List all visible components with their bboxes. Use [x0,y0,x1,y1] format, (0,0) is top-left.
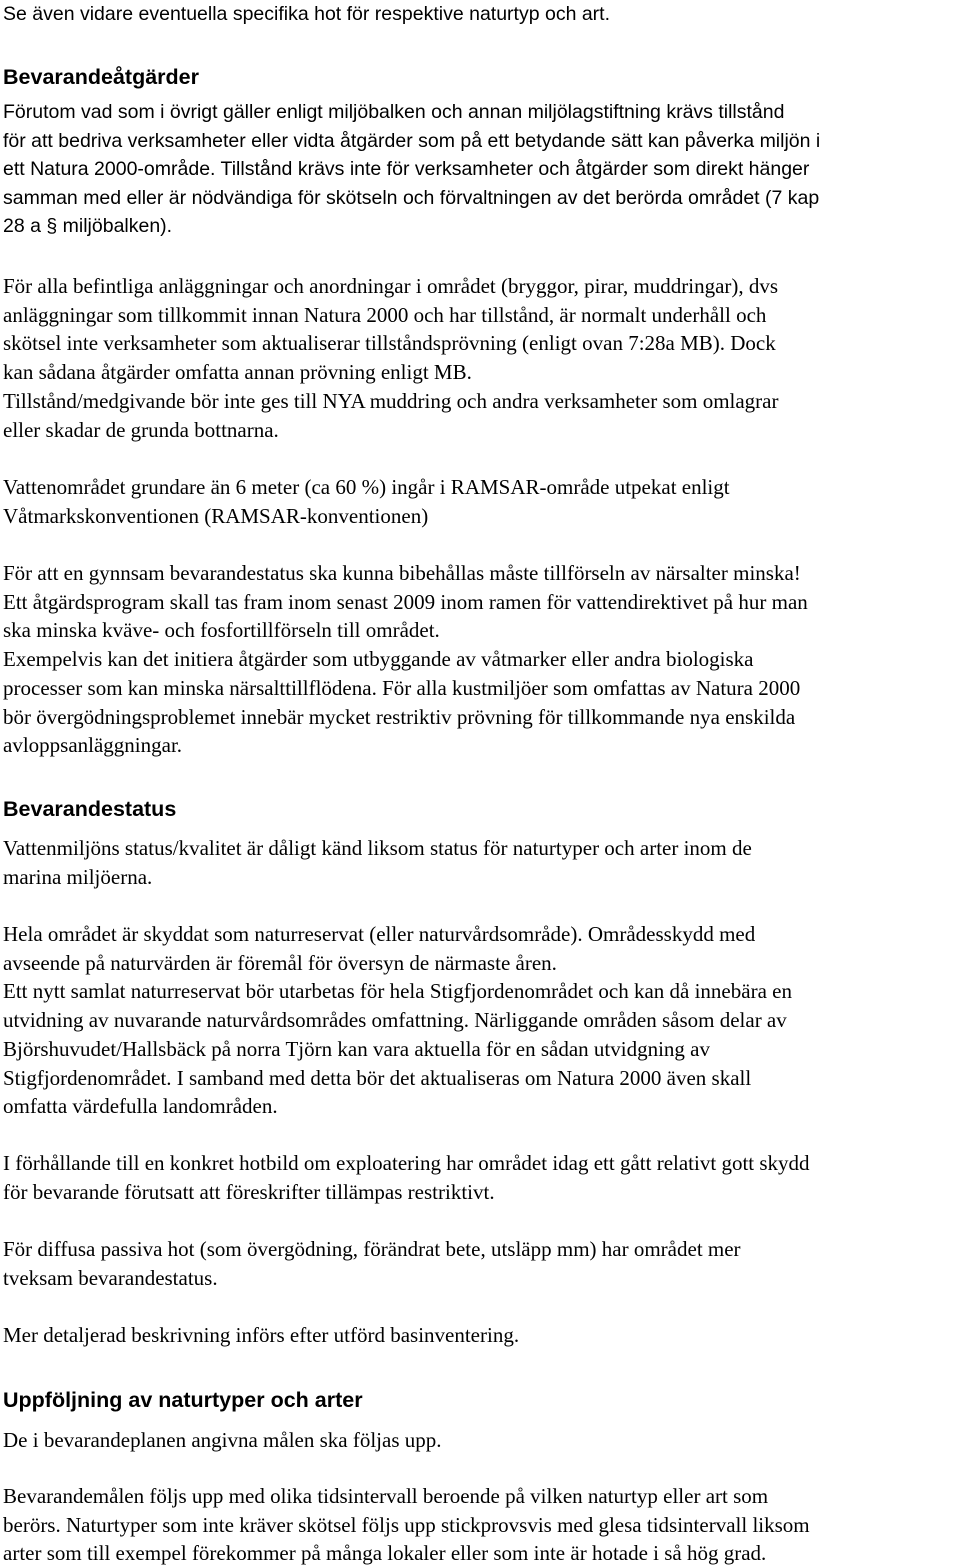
text-line: för att bedriva verksamheter eller vidta åtgärder som på ett betydande sätt kan påverka miljön i [3,129,821,152]
section-heading-bevarandestatus: Bevarandestatus [3,797,177,821]
text-line: För diffusa passiva hot (som övergödning, förändrat bete, utsläpp mm) har området mer [3,1237,741,1261]
text-line: Björshuvudet/Hallsbäck på norra Tjörn kan vara aktuella för en sådan utvidgning av [3,1036,710,1061]
text-line: samman med eller är nödvändiga för skötseln och förvaltningen av det berörda området (7 kap [3,186,820,209]
text-line: Bevarandemålen följs upp med olika tidsintervall beroende på vilken naturtyp eller art som [3,1484,769,1508]
paragraph-malen [3,1426,958,1455]
text-line: Vattenområdet grundare än 6 meter (ca 60 %) ingår i RAMSAR-område utpekat enligt [3,475,730,499]
text-line: anläggningar som tillkommit innan Natura 2000 och har tillstånd, är normalt underhåll och [3,302,767,327]
text-line: omfatta värdefulla landområden. [3,1094,278,1119]
text-line: Förutom vad som i övrigt gäller enligt miljöbalken och annan miljölagstiftning krävs tillstånd [3,101,785,123]
text-line: Hela området är skyddat som naturreservat (eller naturvårdsområde). Områdesskydd med [3,922,756,946]
text-line: för bevarande förutsatt att föreskrifter tillämpas restriktivt. [3,1179,495,1204]
text-line: 28 a § miljöbalken). [3,215,173,237]
paragraph-diffusa-hot [3,1235,958,1292]
text-line: Stigfjordenområdet. I samband med detta bör det aktualiseras om Natura 2000 även skall [3,1065,752,1090]
text-line: bör övergödningsproblemet innebär mycket restriktiv prövning för tillkommande nya enskilda [3,704,796,729]
text-line: eller skadar de grunda bottnarna. [3,417,279,442]
section-heading-bevarandeatgarder: Bevarandeåtgärder [3,65,199,89]
text-line: processer som kan minska närsalttillflödena. För alla kustmiljöer som omfattas av Natura 2000 [3,675,801,700]
text-line: ska minska kväve- och fosfortillförseln till området. [3,618,440,643]
text-line: Ett nytt samlat naturreservat bör utarbetas för hela Stigfjordenområdet och kan då innebära en [3,979,792,1004]
paragraph-ramsar [3,473,958,530]
text-line: avseende på naturvärden är föremål för översyn de närmaste åren. [3,950,557,975]
text-line: De i bevarandeplanen angivna målen ska följas upp. [3,1428,442,1452]
paragraph-tidsintervall [3,1482,958,1568]
text-line: tveksam bevarandestatus. [3,1265,218,1290]
text-line: För att en gynnsam bevarandestatus ska kunna bibehållas måste tillförseln av närsalter minska! [3,561,801,585]
text-line: Ett åtgärdsprogram skall tas fram inom senast 2009 inom ramen för vattendirektivet på hur man [3,589,808,614]
paragraph-anlaggningar [3,272,958,444]
paragraph-hotbild [3,1149,958,1206]
text-line: I förhållande till en konkret hotbild om exploatering har området idag ett gått relativt gott skydd [3,1151,810,1175]
text-line: Se även vidare eventuella specifika hot för respektive naturtyp och art. [3,3,611,25]
text-line: avloppsanläggningar. [3,733,183,758]
intro-paragraph [3,0,958,29]
paragraph-narsalter [3,559,958,760]
section-heading-uppfoljning: Uppföljning av naturtyper och arter [3,1388,363,1412]
text-line: berörs. Naturtyper som inte kräver skötsel följs upp stickprovsvis med glesa tidsintervall liksom [3,1512,810,1537]
text-line: skötsel inte verksamheter som aktualiserar tillståndsprövning (enligt ovan 7:28a MB). Dock [3,331,776,356]
text-line: Tillstånd/medgivande bör inte ges till NYA muddring och andra verksamheter som omlagrar [3,388,779,413]
text-line: Våtmarkskonventionen (RAMSAR-konventionen) [3,503,429,528]
paragraph-basinventering [3,1321,958,1350]
text-line: ett Natura 2000-område. Tillstånd krävs inte för verksamheter och åtgärder som direkt hänger [3,158,810,180]
text-line: Mer detaljerad beskrivning införs efter utförd basinventering. [3,1323,520,1347]
text-line: För alla befintliga anläggningar och anordningar i området (bryggor, pirar, muddringar), dvs [3,274,779,298]
paragraph-vattenmiljo [3,834,958,891]
text-line: utvidning av nuvarande naturvårdsområdes omfattning. Närliggande områden såsom delar av [3,1008,787,1033]
text-line: arter som till exempel förekommer på många lokaler eller som inte är hotade i så hög grad. [3,1541,767,1566]
text-line: Vattenmiljöns status/kvalitet är dåligt känd liksom status för naturtyper och arter inom de [3,836,752,860]
paragraph-tillstand [3,98,958,241]
text-line: Exempelvis kan det initiera åtgärder som utbyggande av våtmarker eller andra biologiska [3,647,754,672]
paragraph-naturreservat [3,920,958,1121]
text-line: kan sådana åtgärder omfatta annan prövning enligt MB. [3,360,472,385]
text-line: marina miljöerna. [3,864,153,889]
